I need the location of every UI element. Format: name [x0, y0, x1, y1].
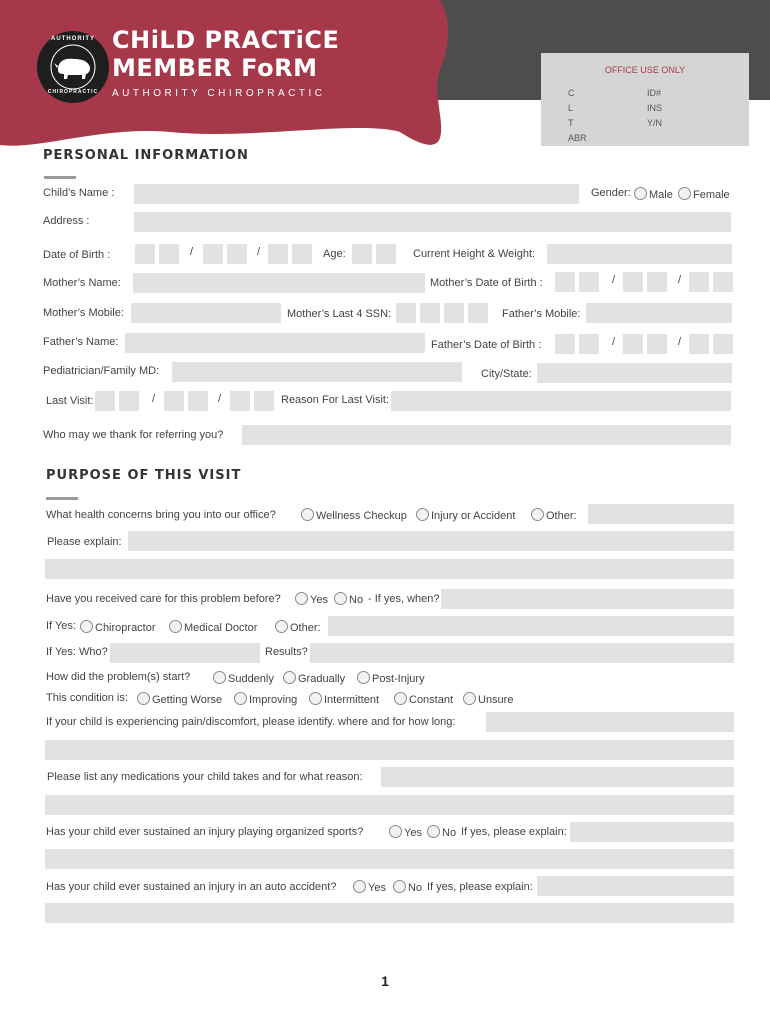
height-weight-label: Current Height & Weight: — [413, 248, 536, 260]
received-care-yes-option[interactable] — [295, 592, 328, 606]
office-l: L — [568, 103, 574, 113]
wellness-radio[interactable] — [301, 508, 314, 521]
mother-dob-year-2[interactable] — [713, 272, 733, 292]
father-dob-year-2[interactable] — [713, 334, 733, 354]
gender-male-radio[interactable] — [634, 187, 647, 200]
reason-last-visit-field[interactable] — [391, 391, 731, 411]
constant-label: Constant — [409, 694, 454, 706]
ssn-box-1[interactable] — [396, 303, 416, 323]
office-abr: ABR — [568, 133, 587, 143]
auto-no-radio[interactable] — [393, 880, 406, 893]
sports-injury-label: Has your child ever sustained an injury playing organized sports? — [46, 826, 364, 838]
medical-doctor-radio[interactable] — [169, 620, 182, 633]
logo-text-bottom: CHIROPRACTIC — [47, 89, 99, 95]
please-explain-label: Please explain: — [47, 536, 122, 548]
constant-radio[interactable] — [394, 692, 407, 705]
received-care-no-radio[interactable] — [334, 592, 347, 605]
father-name-field[interactable] — [125, 333, 425, 353]
suddenly-option[interactable] — [213, 671, 274, 685]
pediatrician-label: Pediatrician/Family MD: — [43, 365, 160, 377]
improving-radio[interactable] — [234, 692, 247, 705]
office-t: T — [568, 118, 574, 128]
form-title-line2: MEMBER FoRM — [112, 54, 318, 82]
other-provider-field[interactable] — [328, 616, 734, 636]
auto-yes-radio[interactable] — [353, 880, 366, 893]
reason-last-visit-label: Reason For Last Visit: — [281, 394, 390, 406]
received-care-no-label: No — [349, 594, 364, 606]
if-yes-who-label: If Yes: Who? — [46, 646, 108, 658]
last-visit-label: Last Visit: — [46, 395, 94, 407]
mother-dob-slash-2: / — [678, 274, 682, 286]
ssn-box-3[interactable] — [444, 303, 464, 323]
sports-yes-radio[interactable] — [389, 825, 402, 838]
dob-year-2[interactable] — [292, 244, 312, 264]
chiropractor-label: Chiropractor — [95, 622, 156, 634]
wellness-label: Wellness Checkup — [316, 510, 407, 522]
dob-month-2[interactable] — [159, 244, 179, 264]
chiropractor-radio[interactable] — [80, 620, 93, 633]
sports-no-label: No — [442, 827, 457, 839]
received-care-yes-label: Yes — [310, 594, 328, 606]
getting-worse-radio[interactable] — [137, 692, 150, 705]
age-box-2[interactable] — [376, 244, 396, 264]
unsure-option[interactable] — [463, 692, 513, 706]
intermittent-option[interactable] — [309, 692, 379, 706]
other-provider-label: Other: — [290, 622, 321, 634]
dob-slash-2: / — [257, 246, 261, 258]
ssn-box-2[interactable] — [420, 303, 440, 323]
office-id: ID# — [647, 88, 662, 98]
post-injury-option[interactable] — [357, 671, 425, 685]
office-use-box — [541, 53, 749, 146]
auto-no-label: No — [408, 882, 423, 894]
gender-female-option[interactable] — [678, 187, 730, 201]
gradually-option[interactable] — [283, 671, 345, 685]
dob-year-1[interactable] — [268, 244, 288, 264]
mother-dob-year-1[interactable] — [689, 272, 709, 292]
received-care-label: Have you received care for this problem before? — [46, 593, 281, 605]
purpose-section-title: PURPOSE OF THIS VISIT — [46, 468, 242, 483]
auto-explain-field-1[interactable] — [537, 876, 734, 896]
if-yes-who-field[interactable] — [110, 643, 260, 663]
intermittent-label: Intermittent — [324, 694, 380, 706]
personal-section-rule — [44, 176, 76, 179]
please-explain-field-2[interactable] — [45, 559, 734, 579]
age-box-1[interactable] — [352, 244, 372, 264]
other-concern-option[interactable] — [531, 508, 577, 522]
mother-ssn-label: Mother’s Last 4 SSN: — [287, 308, 392, 320]
last-visit-year-2[interactable] — [254, 391, 274, 411]
father-dob-month-2[interactable] — [579, 334, 599, 354]
suddenly-label: Suddenly — [228, 673, 274, 685]
father-dob-month-1[interactable] — [555, 334, 575, 354]
mother-dob-day-2[interactable] — [647, 272, 667, 292]
constant-option[interactable] — [394, 692, 453, 706]
gender-male-label: Male — [649, 189, 673, 201]
pediatrician-field[interactable] — [172, 362, 462, 382]
chiropractor-option[interactable] — [80, 620, 156, 634]
city-state-label: City/State: — [481, 368, 532, 380]
sports-explain-field-2[interactable] — [45, 849, 734, 869]
injury-option[interactable] — [416, 508, 515, 522]
if-yes-when-field[interactable] — [441, 589, 734, 609]
child-name-label: Child’s Name : — [43, 187, 115, 199]
last-visit-month-1[interactable] — [95, 391, 115, 411]
wellness-option[interactable] — [301, 508, 407, 522]
office-c: C — [568, 88, 575, 98]
getting-worse-option[interactable] — [137, 692, 222, 706]
ssn-box-4[interactable] — [468, 303, 488, 323]
auto-explain-label: If yes, please explain: — [427, 881, 533, 893]
last-visit-year-1[interactable] — [230, 391, 250, 411]
father-dob-slash-1: / — [612, 336, 616, 348]
father-dob-label: Father’s Date of Birth : — [431, 339, 542, 351]
medications-field-1[interactable] — [381, 767, 734, 787]
dob-label: Date of Birth : — [43, 249, 111, 261]
mother-dob-label: Mother’s Date of Birth : — [430, 277, 543, 289]
injury-radio[interactable] — [416, 508, 429, 521]
gradually-label: Gradually — [298, 673, 346, 685]
office-yn: Y/N — [647, 118, 663, 128]
sports-no-radio[interactable] — [427, 825, 440, 838]
suddenly-radio[interactable] — [213, 671, 226, 684]
gradually-radio[interactable] — [283, 671, 296, 684]
city-state-field[interactable] — [537, 363, 732, 383]
getting-worse-label: Getting Worse — [152, 694, 223, 706]
father-name-label: Father’s Name: — [43, 336, 119, 348]
last-visit-slash-1: / — [152, 393, 156, 405]
other-concern-field[interactable] — [588, 504, 734, 524]
injury-label: Injury or Accident — [431, 510, 516, 522]
if-yes-label: If Yes: — [46, 620, 76, 632]
received-care-no-option[interactable] — [334, 592, 363, 606]
medical-doctor-option[interactable] — [169, 620, 257, 634]
medications-label: Please list any medications your child takes and for what reason: — [47, 771, 363, 783]
auto-explain-field-2[interactable] — [45, 903, 734, 923]
office-use-title: OFFICE USE ONLY — [604, 65, 686, 75]
results-label: Results? — [265, 646, 308, 658]
last-visit-day-2[interactable] — [188, 391, 208, 411]
mother-mobile-field[interactable] — [131, 303, 281, 323]
page-number: 1 — [381, 973, 389, 989]
mother-dob-day-1[interactable] — [623, 272, 643, 292]
logo-text-top: AUTHORITY — [51, 36, 95, 42]
auto-injury-label: Has your child ever sustained an injury in an auto accident? — [46, 881, 337, 893]
last-visit-month-2[interactable] — [119, 391, 139, 411]
results-field[interactable] — [310, 643, 734, 663]
height-weight-field[interactable] — [547, 244, 732, 264]
father-mobile-field[interactable] — [586, 303, 732, 323]
sports-explain-label: If yes, please explain: — [461, 826, 567, 838]
sports-explain-field-1[interactable] — [570, 822, 734, 842]
other-concern-radio[interactable] — [531, 508, 544, 521]
mother-dob-month-2[interactable] — [579, 272, 599, 292]
mother-dob-slash-1: / — [612, 274, 616, 286]
office-ins: INS — [647, 103, 663, 113]
purpose-section-rule — [46, 497, 78, 500]
mother-dob-month-1[interactable] — [555, 272, 575, 292]
personal-section-title: PERSONAL INFORMATION — [43, 148, 249, 163]
mother-name-label: Mother’s Name: — [43, 277, 121, 289]
brand-name: AUTHORITY CHIROPRACTIC — [112, 88, 326, 99]
age-label: Age: — [323, 248, 346, 260]
father-mobile-label: Father’s Mobile: — [502, 308, 581, 320]
address-label: Address : — [43, 215, 90, 227]
mother-name-field[interactable] — [133, 273, 425, 293]
condition-label: This condition is: — [46, 692, 128, 704]
dob-day-1[interactable] — [203, 244, 223, 264]
mother-mobile-label: Mother’s Mobile: — [43, 307, 124, 319]
pain-identify-field-1[interactable] — [486, 712, 734, 732]
last-visit-day-1[interactable] — [164, 391, 184, 411]
address-field[interactable] — [134, 212, 731, 232]
sports-yes-option[interactable] — [389, 825, 422, 839]
post-injury-label: Post-Injury — [372, 673, 425, 685]
father-dob-year-1[interactable] — [689, 334, 709, 354]
concerns-label: What health concerns bring you into our office? — [46, 509, 276, 521]
other-provider-option[interactable] — [275, 620, 321, 634]
child-name-field[interactable] — [134, 184, 579, 204]
other-provider-radio[interactable] — [275, 620, 288, 633]
gender-label: Gender: — [591, 187, 631, 199]
received-care-yes-radio[interactable] — [295, 592, 308, 605]
sports-yes-label: Yes — [404, 827, 422, 839]
sports-no-option[interactable] — [427, 825, 456, 839]
gender-male-option[interactable] — [634, 187, 673, 201]
gender-female-radio[interactable] — [678, 187, 691, 200]
father-dob-day-2[interactable] — [647, 334, 667, 354]
auto-no-option[interactable] — [393, 880, 422, 894]
unsure-radio[interactable] — [463, 692, 476, 705]
referral-label: Who may we thank for referring you? — [43, 429, 224, 441]
auto-yes-label: Yes — [368, 882, 386, 894]
other-concern-label: Other: — [546, 510, 577, 522]
referral-field[interactable] — [242, 425, 731, 445]
medical-doctor-label: Medical Doctor — [184, 622, 258, 634]
if-yes-when-label: - If yes, when? — [368, 593, 440, 605]
gender-female-label: Female — [693, 189, 730, 201]
how-start-label: How did the problem(s) start? — [46, 671, 191, 683]
father-dob-day-1[interactable] — [623, 334, 643, 354]
dob-month-1[interactable] — [135, 244, 155, 264]
intermittent-radio[interactable] — [309, 692, 322, 705]
dob-day-2[interactable] — [227, 244, 247, 264]
father-dob-slash-2: / — [678, 336, 682, 348]
unsure-label: Unsure — [478, 694, 514, 706]
please-explain-field-1[interactable] — [128, 531, 734, 551]
improving-label: Improving — [249, 694, 298, 706]
improving-option[interactable] — [234, 692, 297, 706]
auto-yes-option[interactable] — [353, 880, 386, 894]
dob-slash-1: / — [190, 246, 194, 258]
pain-identify-field-2[interactable] — [45, 740, 734, 760]
form-title-line1: CHiLD PRACTiCE — [112, 26, 340, 54]
post-injury-radio[interactable] — [357, 671, 370, 684]
last-visit-slash-2: / — [218, 393, 222, 405]
pain-identify-label: If your child is experiencing pain/discomfort, please identify. where and for how long: — [46, 716, 456, 728]
medications-field-2[interactable] — [45, 795, 734, 815]
